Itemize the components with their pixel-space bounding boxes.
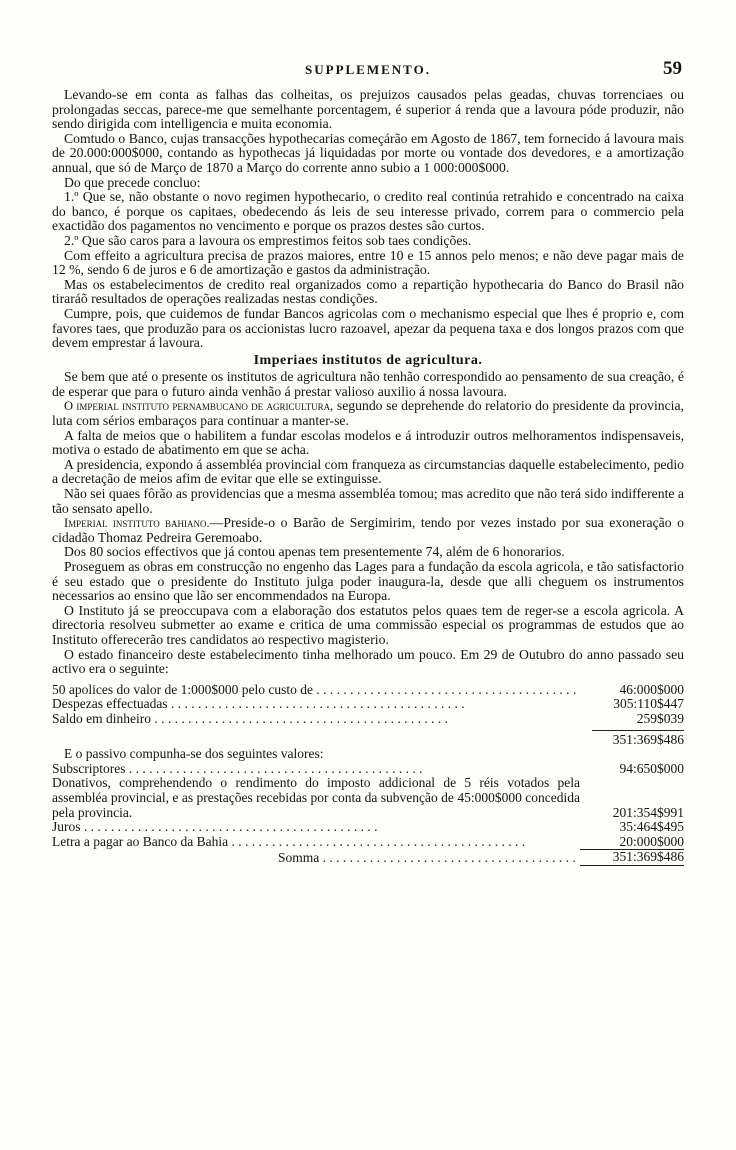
- paragraph-text: O estado financeiro deste estabelecimento tinha melhorado um pouco. Em 29 de Outubro do anno passado seu activo era o seguinte:: [52, 646, 684, 677]
- paragraph-text: segundo se deprehende do relatorio do presidente da provincia, luta com sérios embaraços para continuar a manter-se.: [52, 398, 684, 429]
- section-paragraph: [52, 545, 684, 560]
- paragraph-text: Não sei quaes fôrão as providencias que a mesma assembléa tomou; mas acredito que não terá sido indifferente a tão sensato apello.: [52, 486, 684, 516]
- ledger-amount: 94:650$000: [619, 760, 684, 776]
- ledger-row: [52, 762, 684, 777]
- ledger-amount: 20:000$000: [619, 833, 684, 849]
- paragraph: Cumpre, pois, que cuidemos de fundar Bancos agricolas com o mechanismo especial que lhes é proprio e, com favores taes, que produzão para os accionistas lucro razoavel, apezar da pequena taxa e dos longos prazos com que devem emprestar á lavoura.: [52, 305, 684, 351]
- assets-rows: [52, 683, 684, 727]
- ledger-amount: 305:110$447: [613, 696, 684, 712]
- paragraph-text: —Preside-o o Barão de Sergimirim, tendo por vezes instado por sua exoneração o cidadão Thomaz Pedreira Geremoabo.: [52, 515, 684, 545]
- section-paragraph: [52, 429, 684, 458]
- ledger-row: [52, 683, 684, 698]
- liabilities-intro: E o passivo compunha-se dos seguintes valores:: [64, 746, 324, 762]
- running-header: [52, 58, 684, 82]
- paragraph: 1.º Que se, não obstante o novo regimen hypothecario, o credito real continúa retrahido e concentrado na caixa do banco, é porque os capitaes, obedecendo ás leis de seu interesse privado, correm para o commercio pela exactidão dos pagamentos no vencimento e porque os prazos destes são curtos.: [52, 189, 684, 234]
- section-paragraph: [52, 458, 684, 487]
- section-paragraph: [52, 487, 684, 516]
- ledger-row: [52, 820, 684, 835]
- ledger-label: 50 apolices do valor de 1:000$000 pelo custo de . . .: [52, 683, 580, 698]
- ledger-row: [52, 776, 684, 820]
- ledger-label: Donativos, comprehendendo o rendimento do imposto addicional de 5 réis votados pela assembléa provincial, e as prestações recebidas por conta da subvenção de 45:000$000 concedida pela provincia.: [52, 776, 580, 820]
- section-paragraph: [52, 516, 684, 545]
- ledger-amount: 46:000$000: [619, 681, 684, 697]
- ledger-amount: 259$039: [636, 710, 684, 726]
- liabilities-total-row: [52, 849, 684, 866]
- page-number: 59: [663, 58, 682, 79]
- liabilities-rows: [52, 762, 684, 850]
- paragraph: Levando-se em conta as falhas das colheitas, os prejuizos causados pelas geadas, chuvas torrenciaes ou prolongadas seccas, parece-me que semelhante porcentagem, é superior á renda que a lavoura póde produzir, não sendo dirigida com intelligencia e muita economia.: [52, 87, 684, 132]
- paragraph-text: Proseguem as obras em construcção no engenho das Lages para a fundação da escola agricola, e tão satisfactorio é seu estado que o presidente do Instituto julga poder inaugura-la, desde que alli cheguem os instrumentos necessarios ao ensino que lão ser encommendados na Europa.: [52, 559, 684, 604]
- running-title: SUPPLEMENTO.: [305, 62, 431, 77]
- paragraph-text: Dos 80 socios effectivos que já contou apenas tem presentemente 74, além de 6 honorarios.: [64, 544, 565, 560]
- ledger-label: Saldo em dinheiro . . .: [52, 712, 580, 727]
- ledger-label: Juros . . .: [52, 820, 580, 835]
- ledger-amount: 201:354$991: [612, 804, 684, 820]
- ledger-label: Letra a pagar ao Banco da Bahia . . .: [52, 835, 580, 850]
- paragraph-text: A falta de meios que o habilitem a fundar escolas modelos e á introduzir outros melhoramentos indispensaveis, motiva o estado de abatimento em que se acha.: [52, 427, 684, 458]
- liabilities-total-label: Somma . . .: [52, 851, 580, 866]
- section-paragraphs: [52, 370, 684, 676]
- ledger-row: [52, 697, 684, 712]
- sum-rule: [592, 730, 684, 731]
- ledger-row: [52, 712, 684, 727]
- paragraph: Comtudo o Banco, cujas transacções hypothecarias começárão em Agosto de 1867, tem fornecido á lavoura mais de 20.000:000$000, contando as hypothecas já liquidadas por morte ou vontade dos devedores, e a amortização annual, que só de Março de 1870 a Março do corrente anno subio a 1 000:000$000.: [52, 130, 684, 175]
- institution-name: Imperial instituto bahiano.: [64, 516, 210, 531]
- section-paragraph: [52, 604, 684, 648]
- section-paragraph: [52, 370, 684, 399]
- ledger-label: Subscriptores . . .: [52, 762, 580, 777]
- section-paragraph: [52, 399, 684, 428]
- body-text: [52, 88, 684, 866]
- paragraph: Do que precede concluo:: [64, 174, 201, 190]
- section-heading: Imperiaes institutos de agricultura.: [253, 352, 483, 368]
- assets-ledger: [52, 683, 684, 866]
- ledger-amount: 35:464$495: [619, 819, 684, 835]
- paragraph-text: A presidencia, expondo á assembléa provincial com franqueza as circumstancias daquelle estabelecimento, pedio a decretação de meios afim de evitar que elle se extinguisse.: [52, 456, 684, 487]
- ledger-label: Despezas effectuadas . . .: [52, 697, 580, 712]
- ledger-row: [52, 835, 684, 850]
- institution-name: O imperial instituto pernambucano de agricultura,: [64, 399, 334, 414]
- paragraph: Com effeito a agricultura precisa de prazos maiores, entre 10 e 15 annos pelo menos; e não deve pagar mais de 12 %, sendo 6 de juros e 6 de amortização e gastos da administração.: [52, 247, 684, 278]
- section-paragraph: [52, 648, 684, 677]
- paragraph-text: Se bem que até o presente os institutos de agricultura não tenhão correspondido ao pensamento de sua creação, é de esperar que para o futuro ainda venhão á prestar valioso auxilio á nossa lavoura.: [52, 369, 684, 399]
- assets-total-row: [52, 733, 684, 748]
- assets-total: 351:369$486: [612, 731, 684, 747]
- paragraph: 2.º Que são caros para a lavoura os emprestimos feitos sob taes condições.: [64, 232, 472, 248]
- section-paragraph: [52, 560, 684, 604]
- paragraph-text: O Instituto já se preoccupava com a elaboração dos estatutos pelos quaes tem de reger-se a escola agricola. A directoria resolveu submetter ao exame e critica de uma commissão especial os programmas de estudos que ao Instituto offerecerão tres candidatos ao respectivo magisterio.: [52, 602, 684, 647]
- paragraph: Mas os estabelecimentos de credito real organizados como a repartição hypothecaria do Banco do Brasil não tiraráõ resultados de operações realizadas nestas condições.: [52, 276, 684, 307]
- liabilities-total: 351:369$486: [580, 849, 684, 866]
